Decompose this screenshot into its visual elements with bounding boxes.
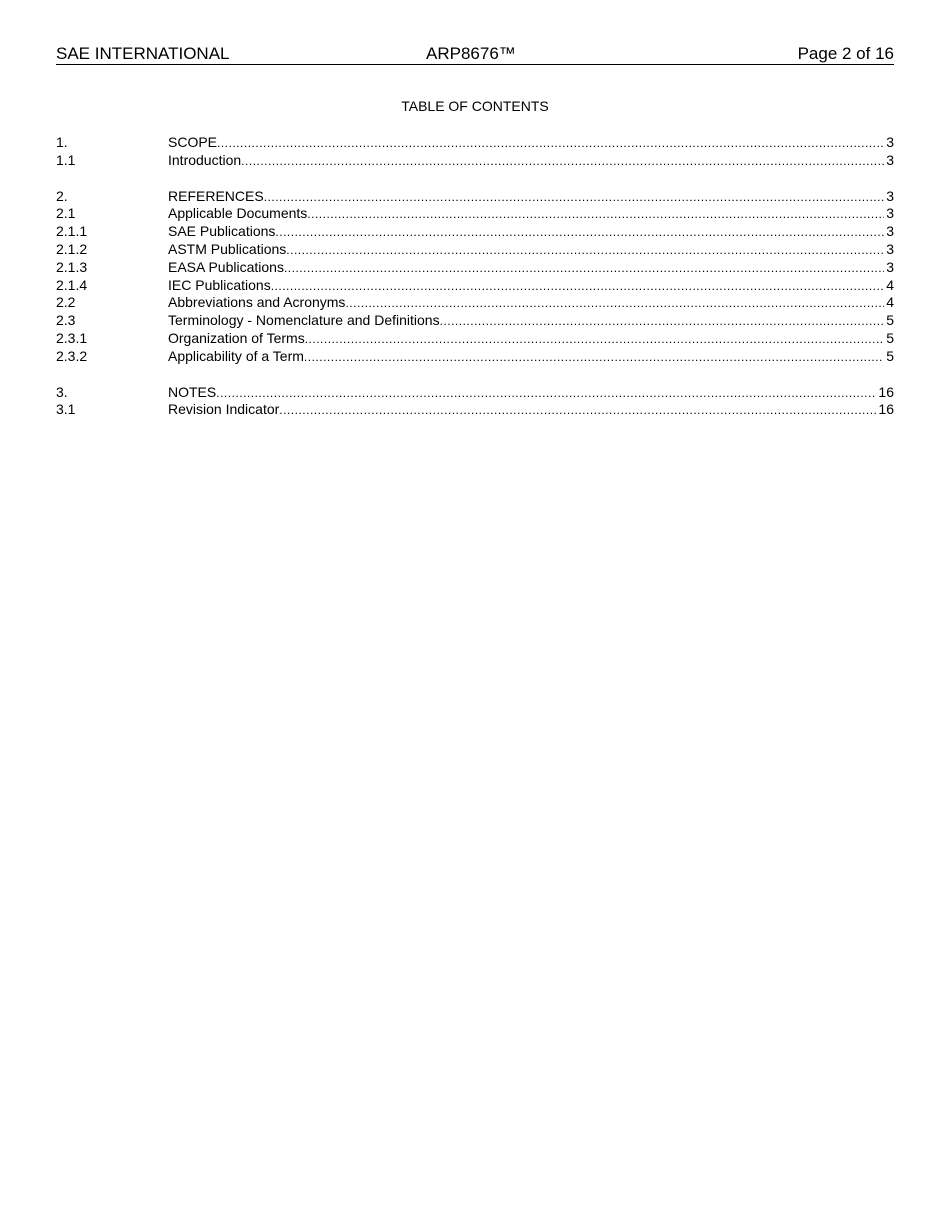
toc-leader-dots <box>304 349 884 367</box>
toc-entry[interactable] <box>56 152 894 170</box>
toc-entry-title: Introduction <box>168 151 242 168</box>
toc-entry-title: SCOPE <box>168 134 218 150</box>
toc-entry[interactable] <box>56 348 894 366</box>
toc-entry-number: 2.3.1 <box>56 329 88 346</box>
toc-entry-title: Abbreviations and Acronyms <box>168 294 346 311</box>
toc-entry-title: EASA Publications <box>168 258 284 275</box>
toc-leader-dots <box>264 189 885 207</box>
toc-entry-page: 4 <box>886 294 894 311</box>
toc-entry-page: 3 <box>886 151 894 168</box>
toc-entry-title: Organization of Terms <box>168 329 305 346</box>
toc-entry[interactable] <box>56 205 894 223</box>
header-organization: SAE INTERNATIONAL <box>56 44 230 63</box>
toc-entry-number: 1. <box>56 134 68 150</box>
toc-leader-dots <box>305 331 885 349</box>
toc-entry-page: 5 <box>886 347 894 364</box>
toc-entry-page: 3 <box>886 187 894 204</box>
toc-leader-dots <box>440 313 885 331</box>
header-page-number: Page 2 of 16 <box>797 44 894 63</box>
toc-entry[interactable] <box>56 134 894 152</box>
toc-entry-number: 2.1.3 <box>56 258 88 275</box>
toc-leader-dots <box>284 260 884 278</box>
toc-entry[interactable] <box>56 294 894 312</box>
toc-entry-page: 3 <box>886 240 894 257</box>
toc-entry-number: 3. <box>56 383 68 400</box>
toc-entry-page: 3 <box>886 205 894 222</box>
toc-entry-number: 2. <box>56 187 68 204</box>
toc-entry-number: 2.3.2 <box>56 347 88 364</box>
toc-entry-title: SAE Publications <box>168 223 276 240</box>
toc-entry-page: 3 <box>886 258 894 275</box>
toc-leader-dots <box>345 295 884 313</box>
toc-entry[interactable] <box>56 241 894 259</box>
toc-leader-dots <box>271 278 884 296</box>
toc-entry[interactable] <box>56 259 894 277</box>
toc-entry[interactable] <box>56 384 894 402</box>
header-document-id: ARP8676™ <box>426 44 516 63</box>
toc-entry-number: 2.2 <box>56 294 76 311</box>
toc-entry-page: 3 <box>886 134 894 150</box>
toc-entry-title: Revision Indicator <box>168 401 280 418</box>
toc-leader-dots <box>307 206 884 224</box>
toc-leader-dots <box>286 242 884 260</box>
toc-entry[interactable] <box>56 188 894 206</box>
toc-entry[interactable] <box>56 223 894 241</box>
toc-entry-page: 4 <box>886 276 894 293</box>
toc-entry-title: Applicability of a Term <box>168 347 304 364</box>
toc-entry[interactable] <box>56 330 894 348</box>
toc-entry-title: NOTES <box>168 383 217 400</box>
toc-entry-number: 3.1 <box>56 401 76 418</box>
toc-entry-page: 16 <box>878 401 894 418</box>
toc-leader-dots <box>241 153 884 171</box>
toc-entry-number: 1.1 <box>56 151 76 168</box>
table-of-contents <box>56 134 894 419</box>
toc-entry-title: REFERENCES <box>168 187 264 204</box>
toc-entry[interactable] <box>56 312 894 330</box>
toc-entry[interactable] <box>56 401 894 419</box>
toc-entry-page: 5 <box>886 312 894 329</box>
toc-entry-number: 2.3 <box>56 312 76 329</box>
toc-entry-number: 2.1.1 <box>56 223 88 240</box>
toc-entry-page: 5 <box>886 329 894 346</box>
toc-entry-title: Terminology - Nomenclature and Definitions <box>168 312 440 329</box>
toc-entry-page: 16 <box>878 383 894 400</box>
toc-entry-page: 3 <box>886 223 894 240</box>
toc-leader-dots <box>275 224 884 242</box>
toc-entry-number: 2.1.4 <box>56 276 88 293</box>
toc-entry-title: Applicable Documents <box>168 205 308 222</box>
toc-entry[interactable] <box>56 277 894 295</box>
page-header <box>56 44 894 65</box>
toc-leader-dots <box>279 402 876 420</box>
toc-entry-title: IEC Publications <box>168 276 271 293</box>
toc-title: TABLE OF CONTENTS <box>401 98 549 114</box>
toc-leader-dots <box>217 135 884 153</box>
toc-entry-number: 2.1 <box>56 205 76 222</box>
toc-entry-number: 2.1.2 <box>56 240 88 257</box>
toc-leader-dots <box>216 385 876 403</box>
toc-entry-title: ASTM Publications <box>168 240 287 257</box>
